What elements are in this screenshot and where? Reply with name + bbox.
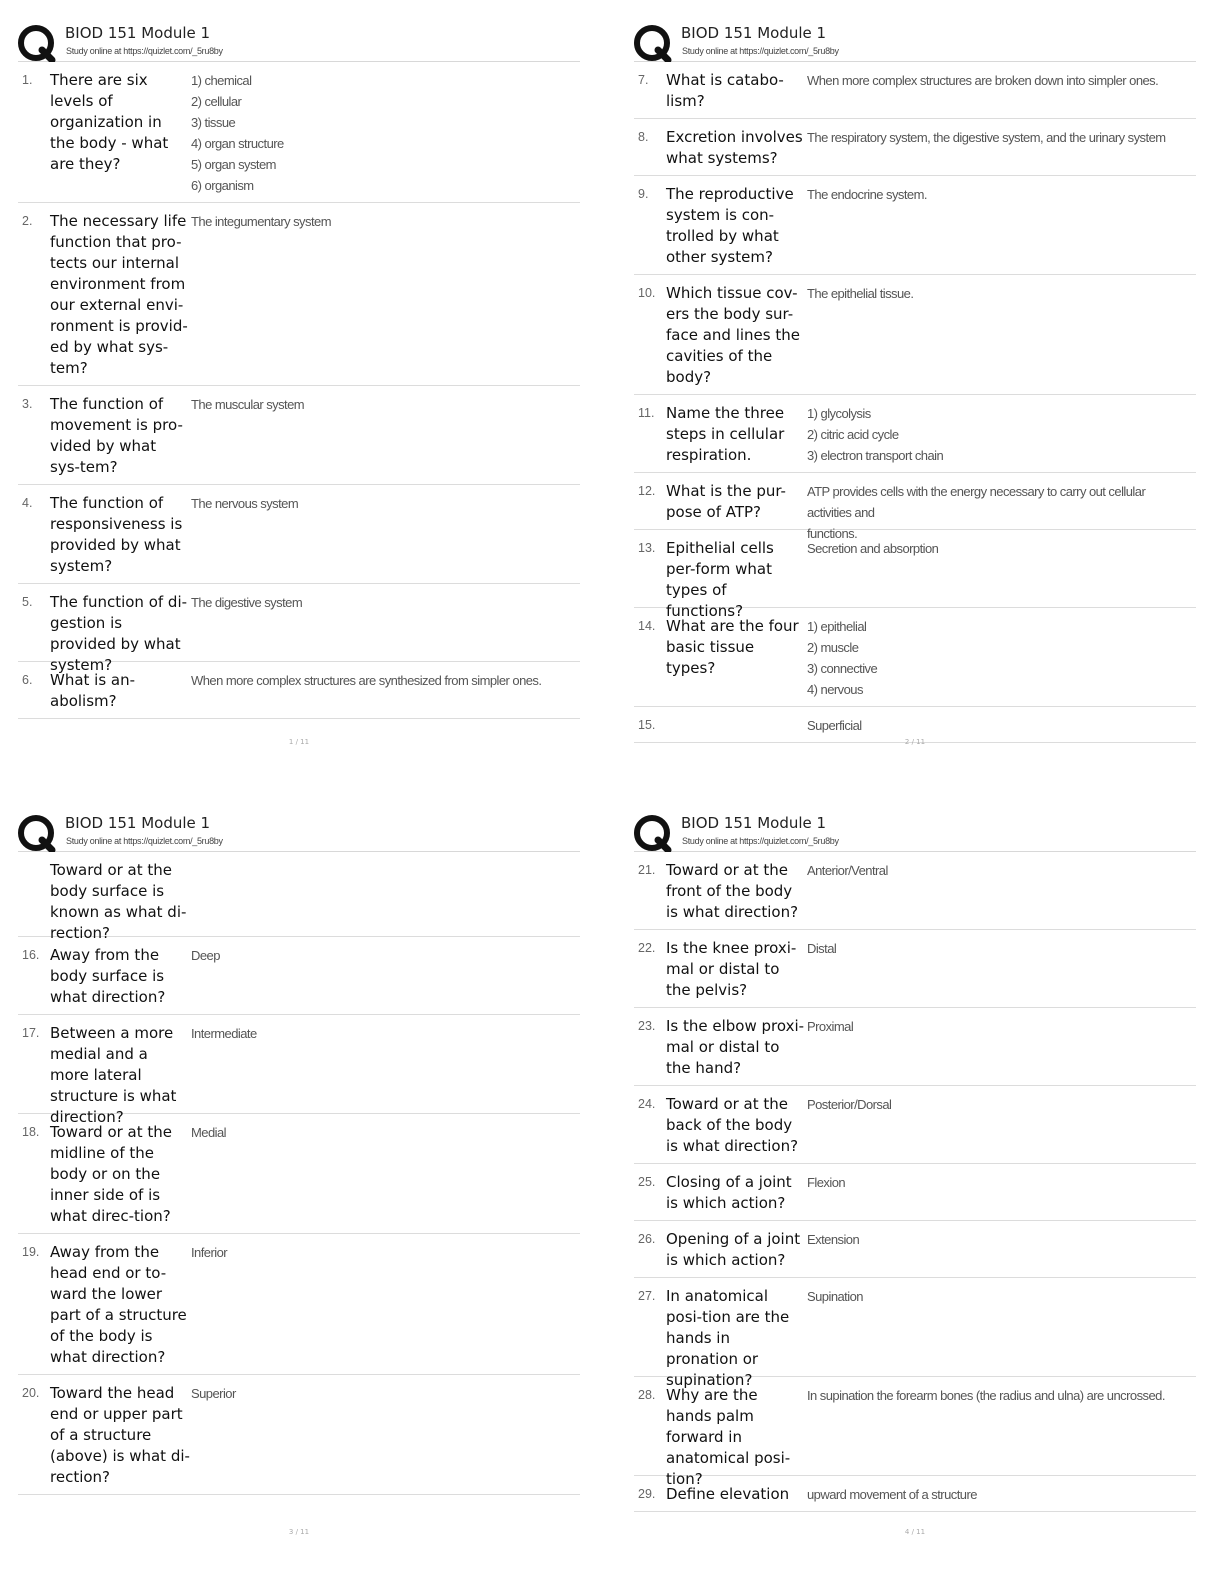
definition-line: Superior	[191, 1386, 236, 1401]
card-term: Toward or at the back of the body is what direction?	[666, 1095, 799, 1155]
card-definition	[807, 1385, 1192, 1406]
card-definition	[191, 70, 576, 196]
card-number: 25.	[638, 1175, 656, 1189]
card-term: The function of di-gestion is provided by what system?	[50, 593, 188, 674]
flashcard-row	[634, 852, 1196, 930]
card-number: 16.	[22, 948, 40, 962]
card-term: Is the knee proxi-mal or distal to the pelvis?	[666, 939, 797, 999]
definition-line: The integumentary system	[191, 214, 331, 229]
flashcard-row	[634, 930, 1196, 1008]
definition-line: When more complex structures are synthesized from simpler ones.	[191, 673, 542, 688]
card-list	[18, 852, 580, 1495]
card-definition	[807, 184, 1192, 205]
card-term: What is catabo-lism?	[666, 71, 784, 110]
definition-line: 4) nervous	[807, 682, 863, 697]
flashcard-row	[634, 1164, 1196, 1221]
definition-line: 3) tissue	[191, 115, 236, 130]
definition-line: Distal	[807, 941, 837, 956]
card-number: 4.	[22, 496, 33, 510]
card-number: 20.	[22, 1386, 40, 1400]
flashcard-row	[634, 530, 1196, 620]
card-number: 1.	[22, 73, 33, 87]
definition-line: The respiratory system, the digestive system, and the urinary system	[807, 130, 1166, 145]
document-title: BIOD 151 Module 1	[65, 814, 211, 832]
flashcard-row	[18, 1375, 580, 1495]
flashcard-row	[634, 1221, 1196, 1278]
card-number: 17.	[22, 1026, 40, 1040]
study-online-link-text: Study online at https://quizlet.com/_5ru8by	[682, 836, 839, 846]
definition-line: 1) epithelial	[807, 619, 867, 634]
card-term: Toward the head end or upper part of a structure (above) is what di-rection?	[50, 1384, 190, 1486]
card-term: In anatomical posi-tion are the hands in pronation or supination?	[666, 1287, 790, 1389]
card-number: 21.	[638, 863, 656, 877]
flashcard-row	[18, 62, 580, 203]
card-term: Why are the hands palm forward in anatomical posi-tion?	[666, 1386, 791, 1488]
page-number: 3 / 11	[288, 1528, 310, 1536]
card-term: Name the three steps in cellular respiration.	[666, 404, 785, 464]
flashcard-row	[18, 485, 580, 584]
definition-line: The epithelial tissue.	[807, 286, 914, 301]
card-term: What are the four basic tissue types?	[666, 617, 799, 677]
card-definition	[191, 1242, 576, 1263]
flashcard-row	[18, 203, 580, 386]
page-header	[18, 22, 580, 62]
flashcard-row	[18, 584, 580, 674]
definition-line: The nervous system	[191, 496, 299, 511]
card-number: 22.	[638, 941, 656, 955]
page-number: 2 / 11	[904, 738, 926, 746]
flashcard-row	[18, 1114, 580, 1234]
card-term: The reproductive system is con-trolled by what other system?	[666, 185, 794, 266]
card-definition	[191, 211, 576, 232]
card-term: The function of movement is pro-vided by what sys-tem?	[50, 395, 183, 476]
flashcard-row	[634, 1377, 1196, 1488]
definition-line: 2) citric acid cycle	[807, 427, 899, 442]
card-definition	[191, 493, 576, 514]
definition-line: 5) organ system	[191, 157, 276, 172]
definition-line: Deep	[191, 948, 220, 963]
card-number: 19.	[22, 1245, 40, 1259]
definition-line: The muscular system	[191, 397, 305, 412]
definition-line: 4) organ structure	[191, 136, 284, 151]
page-header	[18, 812, 580, 852]
card-number: 3.	[22, 397, 33, 411]
card-definition	[807, 715, 1192, 736]
definition-line: ATP provides cells with the energy necessary to carry out cellular activities and	[807, 484, 1149, 520]
flashcard-row	[634, 395, 1196, 473]
definition-line: When more complex structures are broken down into simpler ones.	[807, 73, 1159, 88]
card-definition	[807, 1484, 1192, 1505]
definition-line: 1) glycolysis	[807, 406, 871, 421]
quizlet-logo-icon	[18, 24, 56, 62]
quizlet-logo-icon	[18, 814, 56, 852]
card-definition	[191, 670, 576, 691]
definition-line: Flexion	[807, 1175, 846, 1190]
card-term: The necessary life function that pro-tects our internal environment from our external envi-ronment is provid-ed by what sys-tem?	[50, 212, 188, 377]
card-number: 5.	[22, 595, 33, 609]
card-number: 11.	[638, 406, 655, 420]
card-number: 27.	[638, 1289, 656, 1303]
definition-line: upward movement of a structure	[807, 1487, 977, 1502]
flashcard-row	[634, 473, 1196, 541]
card-term: There are six levels of organization in the body - what are they?	[50, 71, 169, 173]
definition-line: Secretion and absorption	[807, 541, 939, 556]
card-definition	[191, 592, 576, 613]
quizlet-logo-icon	[634, 814, 672, 852]
definition-line: The digestive system	[191, 595, 303, 610]
definition-line: 2) muscle	[807, 640, 859, 655]
document-title: BIOD 151 Module 1	[681, 814, 827, 832]
flashcard-page-3	[18, 812, 580, 1547]
card-term: Closing of a joint is which action?	[666, 1173, 792, 1212]
flashcard-page-4	[634, 812, 1196, 1547]
card-term: What is the pur-pose of ATP?	[666, 482, 786, 521]
definition-line: Extension	[807, 1232, 860, 1247]
card-number: 10.	[638, 286, 656, 300]
card-definition	[807, 1229, 1192, 1250]
definition-line: functions.	[807, 526, 858, 541]
definition-line: Medial	[191, 1125, 226, 1140]
card-term: Toward or at the front of the body is what direction?	[666, 861, 799, 921]
flashcard-row	[634, 275, 1196, 395]
flashcard-row	[634, 608, 1196, 707]
flashcard-row	[18, 937, 580, 1015]
card-term: The function of responsiveness is provided by what system?	[50, 494, 183, 575]
quizlet-logo-icon	[634, 24, 672, 62]
card-term: Excretion involves what systems?	[666, 128, 803, 167]
card-number: 12.	[638, 484, 656, 498]
definition-line: 3) electron transport chain	[807, 448, 944, 463]
flashcard-row	[634, 1476, 1196, 1512]
card-number: 29.	[638, 1487, 656, 1501]
card-definition	[807, 938, 1192, 959]
card-number: 7.	[638, 73, 649, 87]
card-term: Define elevation	[666, 1485, 790, 1503]
study-online-link-text: Study online at https://quizlet.com/_5ru8by	[66, 836, 223, 846]
definition-line: Proximal	[807, 1019, 854, 1034]
card-number: 23.	[638, 1019, 656, 1033]
definition-line: Superficial	[807, 718, 862, 733]
page-number: 4 / 11	[904, 1528, 926, 1536]
card-definition	[807, 403, 1192, 466]
document-title: BIOD 151 Module 1	[681, 24, 827, 42]
study-online-link-text: Study online at https://quizlet.com/_5ru8by	[66, 46, 223, 56]
card-term: Away from the body surface is what direction?	[50, 946, 166, 1006]
card-term: Toward or at the midline of the body or on the inner side of is what direc-tion?	[50, 1123, 173, 1225]
card-definition	[191, 1023, 576, 1044]
card-term: What is an-abolism?	[50, 671, 136, 710]
card-number: 14.	[638, 619, 656, 633]
flashcard-row	[634, 1278, 1196, 1389]
definition-line: In supination the forearm bones (the radius and ulna) are uncrossed.	[807, 1388, 1165, 1403]
card-definition	[807, 70, 1192, 91]
flashcard-row	[18, 1234, 580, 1375]
definition-line: Anterior/Ventral	[807, 863, 888, 878]
card-term: Toward or at the body surface is known as what di-rection?	[50, 861, 187, 942]
card-list	[18, 62, 580, 719]
card-number: 8.	[638, 130, 649, 144]
card-number: 28.	[638, 1388, 656, 1402]
flashcard-row	[634, 176, 1196, 275]
definition-line: Posterior/Dorsal	[807, 1097, 892, 1112]
card-definition	[191, 945, 576, 966]
card-definition	[807, 860, 1192, 881]
flashcard-row	[634, 119, 1196, 176]
card-number: 24.	[638, 1097, 656, 1111]
card-definition	[807, 283, 1192, 304]
card-term: Between a more medial and a more lateral structure is what direction?	[50, 1024, 177, 1126]
card-number: 26.	[638, 1232, 656, 1246]
card-definition	[807, 538, 1192, 559]
definition-line: 3) connective	[807, 661, 878, 676]
card-number: 6.	[22, 673, 33, 687]
card-term: Epithelial cells per-form what types of functions?	[666, 539, 774, 620]
card-definition	[807, 127, 1192, 148]
card-number: 2.	[22, 214, 33, 228]
card-definition	[807, 1172, 1192, 1193]
flashcard-row	[18, 662, 580, 719]
card-list	[634, 852, 1196, 1512]
definition-line: 2) cellular	[191, 94, 242, 109]
card-definition	[807, 1094, 1192, 1115]
card-definition	[807, 616, 1192, 700]
definition-line: 1) chemical	[191, 73, 252, 88]
definition-line: Supination	[807, 1289, 863, 1304]
flashcard-row	[18, 1015, 580, 1126]
document-title: BIOD 151 Module 1	[65, 24, 211, 42]
page-number: 1 / 11	[288, 738, 310, 746]
page-header	[634, 22, 1196, 62]
card-list	[634, 62, 1196, 743]
definition-line: The endocrine system.	[807, 187, 927, 202]
flashcard-row	[634, 62, 1196, 119]
page-header	[634, 812, 1196, 852]
flashcard-row	[634, 1086, 1196, 1164]
card-definition	[191, 1122, 576, 1143]
flashcard-row	[18, 852, 580, 942]
definition-line: 6) organism	[191, 178, 254, 193]
flashcard-row	[18, 386, 580, 485]
definition-line: Inferior	[191, 1245, 228, 1260]
card-term: Is the elbow proxi-mal or distal to the hand?	[666, 1017, 805, 1077]
card-number: 9.	[638, 187, 649, 201]
card-term: Which tissue cov-ers the body sur-face and lines the cavities of the body?	[666, 284, 800, 386]
definition-line: Intermediate	[191, 1026, 257, 1041]
study-online-link-text: Study online at https://quizlet.com/_5ru8by	[682, 46, 839, 56]
flashcard-page-1	[18, 22, 580, 757]
card-number: 18.	[22, 1125, 40, 1139]
flashcard-page-2	[634, 22, 1196, 757]
card-definition	[191, 1383, 576, 1404]
card-definition	[807, 1016, 1192, 1037]
card-number: 13.	[638, 541, 656, 555]
card-term: Opening of a joint is which action?	[666, 1230, 801, 1269]
card-definition	[191, 394, 576, 415]
card-term: Away from the head end or to-ward the lower part of a structure of the body is what direction?	[50, 1243, 187, 1366]
card-definition	[807, 1286, 1192, 1307]
card-number: 15.	[638, 718, 656, 732]
flashcard-row	[634, 1008, 1196, 1086]
